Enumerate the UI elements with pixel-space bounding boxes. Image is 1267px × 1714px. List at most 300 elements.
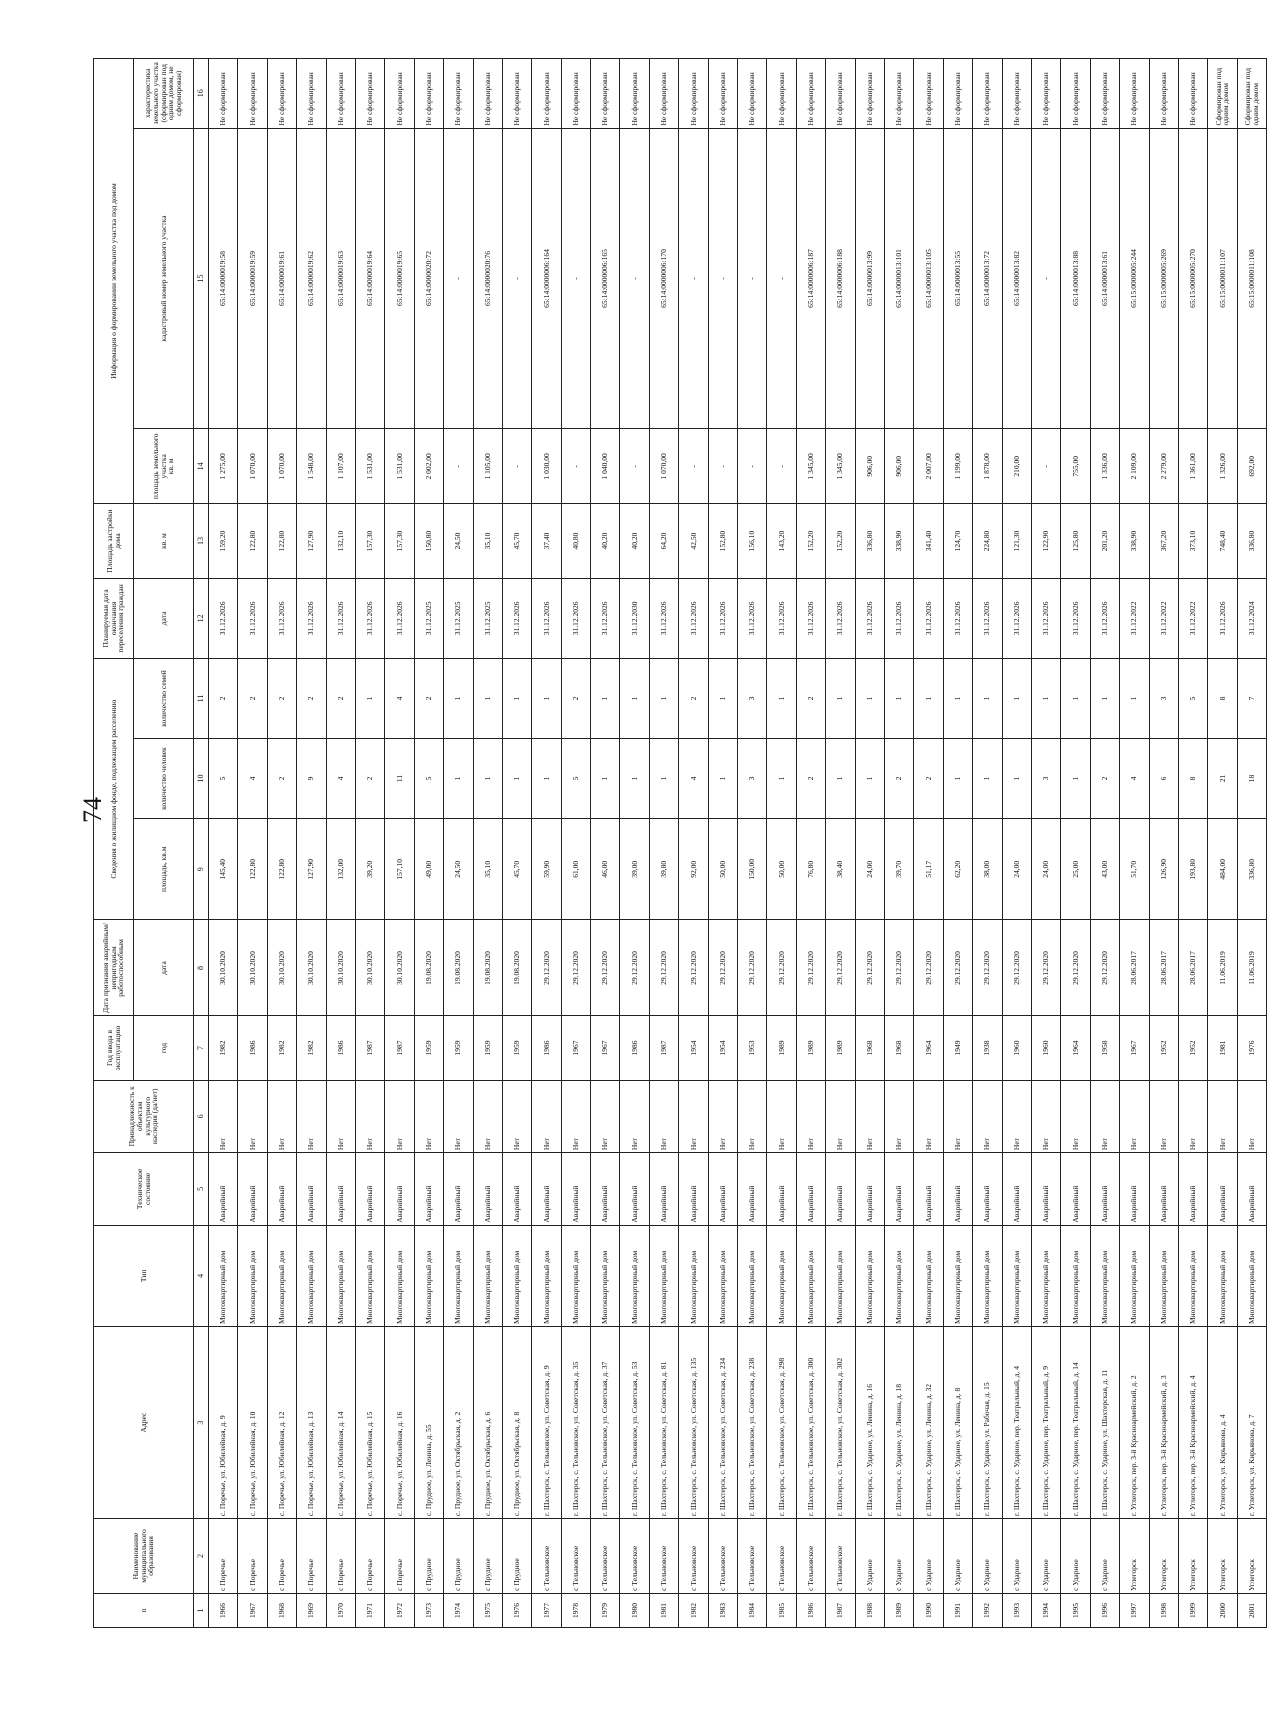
cell-n: 1973	[414, 1593, 443, 1627]
header-year: год	[134, 1016, 194, 1080]
column-number-row	[194, 59, 209, 1628]
cell-cond: Аварийный	[209, 1153, 238, 1226]
cell-people: 1	[620, 739, 649, 819]
cell-char: Не сформирован	[679, 59, 708, 129]
cell-people: 1	[444, 739, 473, 819]
cell-type: Многоквартирный дом	[767, 1225, 796, 1326]
cell-cad: 65:15:0000005:244	[1120, 128, 1149, 429]
table-header	[94, 59, 209, 1628]
cell-larea: 906,00	[884, 429, 913, 504]
cell-larea: 906,00	[855, 429, 884, 504]
cell-cond: Аварийный	[620, 1153, 649, 1226]
cell-area: 51,70	[1120, 819, 1149, 920]
cell-year: 1986	[326, 1016, 355, 1080]
cell-mo: с Тельновское	[738, 1519, 767, 1594]
cell-plan: 31.12.2026	[973, 578, 1002, 658]
cell-char: Не сформирован	[1031, 59, 1060, 129]
cell-type: Многоквартирный дом	[238, 1225, 267, 1326]
cell-addr: г. Шахтерск, с. Ударное, ул. Рабочая, д. 15	[973, 1327, 1002, 1519]
cell-cult: Нет	[649, 1080, 678, 1153]
cell-fam: 2	[238, 658, 267, 738]
cell-barea: 336,80	[1237, 504, 1266, 579]
table-row	[297, 59, 326, 1628]
cell-plan: 31.12.2026	[649, 578, 678, 658]
cell-addr: г. Углегорск, пер. 3-й Красноармейский, д. 3	[1149, 1327, 1178, 1519]
cell-type: Многоквартирный дом	[708, 1225, 737, 1326]
cell-addr: г. Углегорск, пер. 3-й Красноармейский, д. 2	[1120, 1327, 1149, 1519]
cell-cond: Аварийный	[826, 1153, 855, 1226]
cell-barea: 159,20	[209, 504, 238, 579]
cell-char: Не сформирован	[473, 59, 502, 129]
cell-char: Не сформирован	[649, 59, 678, 129]
cell-plan: 31.12.2026	[855, 578, 884, 658]
cell-n: 1969	[297, 1593, 326, 1627]
cell-larea: 2 279,00	[1149, 429, 1178, 504]
cell-plan: 31.12.2022	[1178, 578, 1207, 658]
table-row	[1149, 59, 1178, 1628]
cell-cad: 65:14:0000006:170	[649, 128, 678, 429]
cell-date: 28.06.2017	[1149, 920, 1178, 1016]
cell-area: 46,00	[591, 819, 620, 920]
cell-barea: 201,20	[1090, 504, 1119, 579]
cell-plan: 31.12.2025	[473, 578, 502, 658]
cell-char: Не сформирован	[385, 59, 414, 129]
cell-area: 122,80	[267, 819, 296, 920]
cell-char: Не сформирован	[884, 59, 913, 129]
table-row	[444, 59, 473, 1628]
cell-year: 1958	[1090, 1016, 1119, 1080]
cell-plan: 31.12.2026	[796, 578, 825, 658]
cell-date: 30.10.2020	[297, 920, 326, 1016]
cell-addr: г. Шахтерск, с. Тельновское, ул. Советская, д. 302	[826, 1327, 855, 1519]
cell-plan: 31.12.2026	[385, 578, 414, 658]
cell-n: 2001	[1237, 1593, 1266, 1627]
cell-cad: 65:14:0000013:72	[973, 128, 1002, 429]
cell-addr: г. Шахтерск, с. Тельновское, ул. Советская, д. 37	[591, 1327, 620, 1519]
cell-cad: 65:14:0000019:63	[326, 128, 355, 429]
cell-date: 29.12.2020	[884, 920, 913, 1016]
cell-char: Не сформирован	[973, 59, 1002, 129]
cell-larea: 1 326,00	[1208, 429, 1237, 504]
cell-fam: 1	[884, 658, 913, 738]
cell-larea: -	[1031, 429, 1060, 504]
cell-fam: 1	[708, 658, 737, 738]
table-row	[532, 59, 561, 1628]
cell-date: 29.12.2020	[1002, 920, 1031, 1016]
cell-date: 29.12.2020	[826, 920, 855, 1016]
cell-n: 1970	[326, 1593, 355, 1627]
cell-mo: с Ударное	[973, 1519, 1002, 1594]
cell-area: 38,40	[826, 819, 855, 920]
cell-year: 1967	[561, 1016, 590, 1080]
cell-n: 1997	[1120, 1593, 1149, 1627]
cell-cond: Аварийный	[973, 1153, 1002, 1226]
cell-larea: 692,00	[1237, 429, 1266, 504]
cell-cond: Аварийный	[679, 1153, 708, 1226]
cell-n: 1971	[355, 1593, 384, 1627]
cell-mo: с Поречье	[355, 1519, 384, 1594]
cell-addr: с. Прудное, ул. Октябрьская, д. 6	[473, 1327, 502, 1519]
cell-mo: с Тельновское	[591, 1519, 620, 1594]
cell-larea: 1 548,00	[297, 429, 326, 504]
cell-fam: 1	[973, 658, 1002, 738]
cell-addr: г. Шахтерск, с. Тельновское, ул. Советская, д. 135	[679, 1327, 708, 1519]
cell-cond: Аварийный	[1208, 1153, 1237, 1226]
cell-year: 1964	[1061, 1016, 1090, 1080]
header-land-area	[134, 429, 194, 504]
cell-addr: г. Шахтерск, с. Ударное, ул. Ленина, д. 8	[943, 1327, 972, 1519]
cell-year: 1959	[473, 1016, 502, 1080]
cell-fam: 1	[1031, 658, 1060, 738]
cell-people: 1	[1061, 739, 1090, 819]
header-land-area-label: площадь земельного участка	[150, 433, 168, 500]
cell-larea: 2 002,00	[414, 429, 443, 504]
cell-fam: 1	[591, 658, 620, 738]
cell-mo: Углегорск	[1208, 1519, 1237, 1594]
cell-cad: -	[767, 128, 796, 429]
cell-fam: 1	[502, 658, 531, 738]
cell-barea: 124,70	[943, 504, 972, 579]
cell-addr: г. Углегорск, ул. Кирьянова, д. 4	[1208, 1327, 1237, 1519]
cell-cult: Нет	[708, 1080, 737, 1153]
cell-n: 1989	[884, 1593, 913, 1627]
cell-larea: -	[679, 429, 708, 504]
cell-people: 4	[1120, 739, 1149, 819]
cell-larea: 1 336,00	[1090, 429, 1119, 504]
cell-barea: 373,10	[1178, 504, 1207, 579]
table-row	[1208, 59, 1237, 1628]
cell-year: 1987	[355, 1016, 384, 1080]
cell-addr: г. Шахтерск, с. Тельновское, ул. Советская, д. 298	[767, 1327, 796, 1519]
cell-barea: 122,80	[238, 504, 267, 579]
cell-fam: 1	[826, 658, 855, 738]
cell-cult: Нет	[1002, 1080, 1031, 1153]
cell-barea: 40,20	[620, 504, 649, 579]
cell-n: 1968	[267, 1593, 296, 1627]
cell-year: 1968	[884, 1016, 913, 1080]
column-number: 1	[194, 1593, 209, 1627]
cell-cult: Нет	[914, 1080, 943, 1153]
cell-barea: 132,10	[326, 504, 355, 579]
cell-addr: г. Шахтерск, с. Ударное, пер. Театральный, д. 4	[1002, 1327, 1031, 1519]
cell-year: 1986	[238, 1016, 267, 1080]
cell-char: Не сформирован	[943, 59, 972, 129]
cell-cad: 65:14:0000019:65	[385, 128, 414, 429]
cell-mo: с Тельновское	[620, 1519, 649, 1594]
cell-mo: с Прудное	[444, 1519, 473, 1594]
cell-larea: 1 070,00	[649, 429, 678, 504]
cell-people: 18	[1237, 739, 1266, 819]
cell-n: 1993	[1002, 1593, 1031, 1627]
column-number: 2	[194, 1519, 209, 1594]
cell-cult: Нет	[973, 1080, 1002, 1153]
cell-type: Многоквартирный дом	[502, 1225, 531, 1326]
cell-fam: 2	[267, 658, 296, 738]
cell-year: 1959	[444, 1016, 473, 1080]
table-row	[649, 59, 678, 1628]
cell-plan: 31.12.2026	[326, 578, 355, 658]
cell-area: 336,80	[1237, 819, 1266, 920]
cell-n: 1984	[738, 1593, 767, 1627]
cell-cond: Аварийный	[1178, 1153, 1207, 1226]
cell-plan: 31.12.2026	[591, 578, 620, 658]
cell-n: 1995	[1061, 1593, 1090, 1627]
cell-addr: г. Шахтерск, с. Тельновское, ул. Советская, д. 35	[561, 1327, 590, 1519]
cell-cond: Аварийный	[326, 1153, 355, 1226]
cell-cond: Аварийный	[1031, 1153, 1060, 1226]
cell-year: 1976	[1237, 1016, 1266, 1080]
cell-mo: с Тельновское	[532, 1519, 561, 1594]
table-row	[708, 59, 737, 1628]
cell-cond: Аварийный	[884, 1153, 913, 1226]
cell-barea: 125,80	[1061, 504, 1090, 579]
header-cultural: Принадлежность к объектам культурного наследия (да/нет)	[94, 1080, 194, 1153]
cell-char: Не сформирован	[209, 59, 238, 129]
cell-plan: 31.12.2026	[708, 578, 737, 658]
cell-year: 1964	[914, 1016, 943, 1080]
column-number: 14	[194, 429, 209, 504]
cell-cad: 65:14:0000020:76	[473, 128, 502, 429]
cell-date: 30.10.2020	[209, 920, 238, 1016]
cell-cad: -	[738, 128, 767, 429]
cell-n: 1996	[1090, 1593, 1119, 1627]
cell-cond: Аварийный	[855, 1153, 884, 1226]
cell-area: 39,00	[620, 819, 649, 920]
cell-cult: Нет	[767, 1080, 796, 1153]
housing-table	[93, 58, 1267, 1628]
cell-addr: с. Поречье, ул. Юбилейная, д. 16	[385, 1327, 414, 1519]
cell-barea: 42,50	[679, 504, 708, 579]
table-row	[796, 59, 825, 1628]
cell-date: 29.12.2020	[1090, 920, 1119, 1016]
cell-cult: Нет	[679, 1080, 708, 1153]
cell-fam: 2	[414, 658, 443, 738]
cell-year: 1960	[1002, 1016, 1031, 1080]
cell-area: 484,00	[1208, 819, 1237, 920]
cell-n: 1983	[708, 1593, 737, 1627]
cell-plan: 31.12.2030	[620, 578, 649, 658]
cell-cult: Нет	[1120, 1080, 1149, 1153]
cell-n: 1981	[649, 1593, 678, 1627]
cell-barea: 64,20	[649, 504, 678, 579]
cell-people: 4	[238, 739, 267, 819]
cell-year: 1960	[1031, 1016, 1060, 1080]
cell-addr: г. Шахтерск, с. Тельновское, ул. Советская, д. 238	[738, 1327, 767, 1519]
cell-char: Не сформирован	[914, 59, 943, 129]
cell-n: 1977	[532, 1593, 561, 1627]
cell-area: 35,10	[473, 819, 502, 920]
cell-year: 1967	[1120, 1016, 1149, 1080]
cell-larea: 755,00	[1061, 429, 1090, 504]
cell-barea: 40,80	[561, 504, 590, 579]
header-address: Адрес	[94, 1327, 194, 1519]
cell-cond: Аварийный	[561, 1153, 590, 1226]
cell-people: 1	[826, 739, 855, 819]
cell-date: 30.10.2020	[385, 920, 414, 1016]
table-row	[326, 59, 355, 1628]
cell-fam: 1	[1090, 658, 1119, 738]
cell-cad: 65:14:0000006:187	[796, 128, 825, 429]
cell-area: 126,90	[1149, 819, 1178, 920]
cell-date: 29.12.2020	[1061, 920, 1090, 1016]
table-row	[209, 59, 238, 1628]
cell-type: Многоквартирный дом	[1178, 1225, 1207, 1326]
cell-larea: 1 070,00	[267, 429, 296, 504]
cell-plan: 31.12.2026	[502, 578, 531, 658]
cell-cad: 65:14:0000013:55	[943, 128, 972, 429]
cell-n: 1976	[502, 1593, 531, 1627]
cell-barea: 121,30	[1002, 504, 1031, 579]
cell-cad: -	[561, 128, 590, 429]
cell-people: 1	[502, 739, 531, 819]
cell-char: Не сформирован	[1002, 59, 1031, 129]
cell-plan: 31.12.2026	[297, 578, 326, 658]
cell-addr: г. Шахтерск, с. Тельновское, ул. Советская, д. 81	[649, 1327, 678, 1519]
cell-people: 5	[414, 739, 443, 819]
cell-mo: с Прудное	[473, 1519, 502, 1594]
column-number: 6	[194, 1080, 209, 1153]
header-plan-group: Планируемая дата окончания переселения граждан	[94, 578, 134, 658]
cell-people: 1	[473, 739, 502, 819]
cell-char: Не сформирован	[355, 59, 384, 129]
header-land-area-unit: кв. м	[166, 458, 176, 475]
cell-char: Не сформирован	[326, 59, 355, 129]
cell-addr: г. Шахтерск, с. Ударное, ул. Шахтерская, д. 11	[1090, 1327, 1119, 1519]
cell-cad: 65:14:0000013:88	[1061, 128, 1090, 429]
cell-cad: 65:14:0000020:72	[414, 128, 443, 429]
cell-area: 59,90	[532, 819, 561, 920]
cell-type: Многоквартирный дом	[297, 1225, 326, 1326]
cell-n: 1972	[385, 1593, 414, 1627]
cell-area: 145,40	[209, 819, 238, 920]
cell-addr: г. Шахтерск, с. Тельновское, ул. Советская, д. 53	[620, 1327, 649, 1519]
cell-larea: -	[561, 429, 590, 504]
cell-char: Не сформирован	[708, 59, 737, 129]
cell-type: Многоквартирный дом	[444, 1225, 473, 1326]
cell-plan: 31.12.2026	[1031, 578, 1060, 658]
cell-cad: -	[708, 128, 737, 429]
cell-addr: с. Поречье, ул. Юбилейная, д. 15	[355, 1327, 384, 1519]
cell-cad: -	[679, 128, 708, 429]
cell-type: Многоквартирный дом	[796, 1225, 825, 1326]
cell-char: Не сформирован	[267, 59, 296, 129]
cell-area: 127,90	[297, 819, 326, 920]
cell-type: Многоквартирный дом	[738, 1225, 767, 1326]
cell-cad: -	[502, 128, 531, 429]
cell-people: 6	[1149, 739, 1178, 819]
cell-cult: Нет	[297, 1080, 326, 1153]
cell-plan: 31.12.2026	[679, 578, 708, 658]
cell-year: 1989	[767, 1016, 796, 1080]
cell-area: 50,00	[767, 819, 796, 920]
cell-cond: Аварийный	[591, 1153, 620, 1226]
cell-char: Не сформирован	[238, 59, 267, 129]
cell-addr: с. Поречье, ул. Юбилейная, д. 12	[267, 1327, 296, 1519]
cell-addr: г. Углегорск, ул. Кирьянова, д. 7	[1237, 1327, 1266, 1519]
table-row	[502, 59, 531, 1628]
table-row	[1002, 59, 1031, 1628]
cell-mo: с Тельновское	[767, 1519, 796, 1594]
cell-addr: г. Шахтерск, с. Тельновское, ул. Советская, д. 300	[796, 1327, 825, 1519]
cell-n: 1974	[444, 1593, 473, 1627]
cell-n: 1991	[943, 1593, 972, 1627]
cell-year: 1982	[267, 1016, 296, 1080]
column-number: 7	[194, 1016, 209, 1080]
cell-char: Не сформирован	[826, 59, 855, 129]
cell-addr: г. Шахтерск, с. Ударное, ул. Ленина, д. 32	[914, 1327, 943, 1519]
cell-n: 1978	[561, 1593, 590, 1627]
cell-cond: Аварийный	[355, 1153, 384, 1226]
cell-fam: 2	[796, 658, 825, 738]
cell-cond: Аварийный	[1090, 1153, 1119, 1226]
cell-date: 29.12.2020	[855, 920, 884, 1016]
cell-type: Многоквартирный дом	[561, 1225, 590, 1326]
cell-cond: Аварийный	[738, 1153, 767, 1226]
cell-plan: 31.12.2025	[414, 578, 443, 658]
cell-year: 1981	[1208, 1016, 1237, 1080]
cell-cult: Нет	[561, 1080, 590, 1153]
cell-area: 43,00	[1090, 819, 1119, 920]
cell-type: Многоквартирный дом	[620, 1225, 649, 1326]
cell-area: 25,00	[1061, 819, 1090, 920]
cell-date: 19.08.2020	[414, 920, 443, 1016]
cell-area: 24,00	[855, 819, 884, 920]
cell-barea: 122,80	[267, 504, 296, 579]
cell-date: 30.10.2020	[238, 920, 267, 1016]
cell-plan: 31.12.2026	[767, 578, 796, 658]
cell-char: Не сформирован	[855, 59, 884, 129]
cell-larea: 1 345,00	[826, 429, 855, 504]
table-row	[355, 59, 384, 1628]
header-families: количество семей	[134, 658, 194, 738]
header-n: п	[94, 1593, 194, 1627]
cell-people: 3	[738, 739, 767, 819]
cell-cad: 65:14:0000019:58	[209, 128, 238, 429]
table-row	[1031, 59, 1060, 1628]
cell-year: 1986	[620, 1016, 649, 1080]
cell-mo: Углегорск	[1149, 1519, 1178, 1594]
column-number: 3	[194, 1327, 209, 1519]
cell-area: 92,00	[679, 819, 708, 920]
table-row	[385, 59, 414, 1628]
cell-char: Сформирован под одним домом	[1237, 59, 1266, 129]
cell-cond: Аварийный	[767, 1153, 796, 1226]
cell-cad: 65:15:0000005:269	[1149, 128, 1178, 429]
cell-barea: 156,10	[738, 504, 767, 579]
cell-mo: с Поречье	[267, 1519, 296, 1594]
cell-cad: 65:14:0000006:188	[826, 128, 855, 429]
cell-type: Многоквартирный дом	[473, 1225, 502, 1326]
cell-area: 24,00	[1002, 819, 1031, 920]
cell-type: Многоквартирный дом	[649, 1225, 678, 1326]
header-building-area: кв. м	[134, 504, 194, 579]
cell-cult: Нет	[1090, 1080, 1119, 1153]
table-row	[414, 59, 443, 1628]
cell-fam: 1	[1002, 658, 1031, 738]
cell-cond: Аварийный	[708, 1153, 737, 1226]
cell-fam: 1	[473, 658, 502, 738]
cell-plan: 31.12.2026	[561, 578, 590, 658]
cell-larea: 1 107,00	[326, 429, 355, 504]
table-row	[943, 59, 972, 1628]
cell-fam: 1	[1120, 658, 1149, 738]
cell-cult: Нет	[414, 1080, 443, 1153]
cell-n: 1992	[973, 1593, 1002, 1627]
header-recognition-group: Дата признания аварийным/непригодным работоспособным	[94, 920, 134, 1016]
cell-people: 1	[943, 739, 972, 819]
cell-cond: Аварийный	[473, 1153, 502, 1226]
cell-type: Многоквартирный дом	[414, 1225, 443, 1326]
